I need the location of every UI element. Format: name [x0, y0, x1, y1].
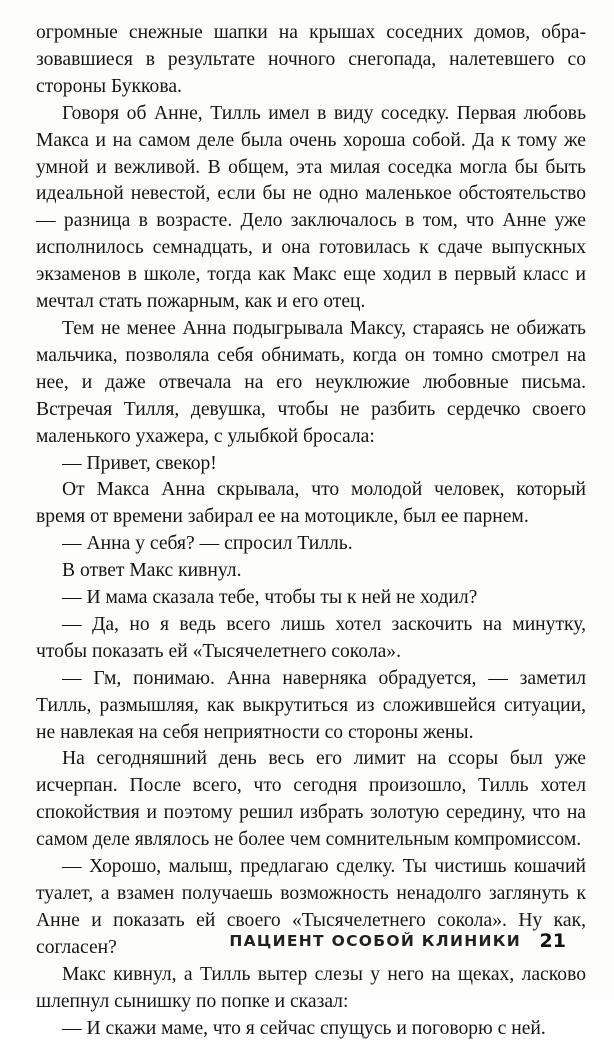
dialogue-line: — И скажи маме, что я сейчас спущусь и поговорю с ней. [62, 1017, 546, 1039]
paragraph: В ответ Макс кивнул. [62, 560, 242, 582]
body-text [36, 20, 586, 1042]
running-title: ПАЦИЕНТ ОСОБОЙ КЛИНИКИ [229, 932, 521, 950]
dialogue-line: — Хорошо, малыш, предлагаю сделку. Ты чистишь кошачий туалет, а взамен получаешь возможность ненадолго заглянуть к Анне и показать ей своего «Тысячелетнего сокола». Ну как, согласен? [36, 856, 586, 958]
dialogue-line: — Да, но я ведь всего лишь хотел заскочить на минутку, чтобы показать ей «Тысячелетнего сокола». [36, 613, 586, 662]
dialogue-line: — Гм, понимаю. Анна наверняка обрадуется, — заметил Тилль, размышляя, как выкрутиться из сложившейся ситуации, не навлекая на себя неприятности со стороны жены. [36, 667, 586, 743]
paragraph: Говоря об Анне, Тилль имел в виду соседку. Первая любовь Макса и на самом деле была очень хороша собой. Да к тому же умной и вежливой. В общем, эта милая соседка могла бы быть идеальной невестой, если бы не одно маленькое обстоятельство — разница в возрасте. Дело заключалось в том, что Анне уже исполнилось семнадцать, и она готовилась к сдаче выпускных экзаменов в школе, тогда как Макс еще ходил в первый класс и мечтал стать пожарным, как и его отец. [36, 102, 586, 313]
dialogue-line: — Анна у себя? — спросил Тилль. [62, 533, 353, 555]
paragraph: От Макса Анна скрывала, что молодой человек, который время от времени забирал ее на мотоцикле, был ее парнем. [36, 479, 586, 528]
dialogue-line: — Привет, свекор! [62, 452, 217, 474]
paragraph: Тем не менее Анна подыгрывала Максу, стараясь не обижать мальчика, позволяла себя обнимать, когда он томно смотрел на нее, и даже отвечала на его неуклюжие любовные письма. Встречая Тилля, девушка, чтобы не разбить сердечко своего маленького ухажера, с улыбкой бросала: [36, 317, 586, 447]
page-footer [0, 930, 614, 958]
paragraph: Макс кивнул, а Тилль вытер слезы у него на щеках, ласково шлепнул сынишку по попке и сказал: [36, 963, 586, 1012]
paragraph-continued: огромные снежные шапки на крышах соседних домов, образовавшиеся в результате ночного снегопада, налетевшего со стороны Буккова. [36, 22, 586, 97]
dialogue-line: — И мама сказала тебе, чтобы ты к ней не ходил? [62, 587, 478, 609]
page-number: 21 [539, 930, 566, 952]
paragraph: На сегодняшний день весь его лимит на ссоры был уже исчерпан. После всего, что сегодня произошло, Тилль хотел спокойствия и поэтому решил избрать золотую середину, что на самом деле являлось не более чем сомнительным компромиссом. [36, 748, 586, 851]
